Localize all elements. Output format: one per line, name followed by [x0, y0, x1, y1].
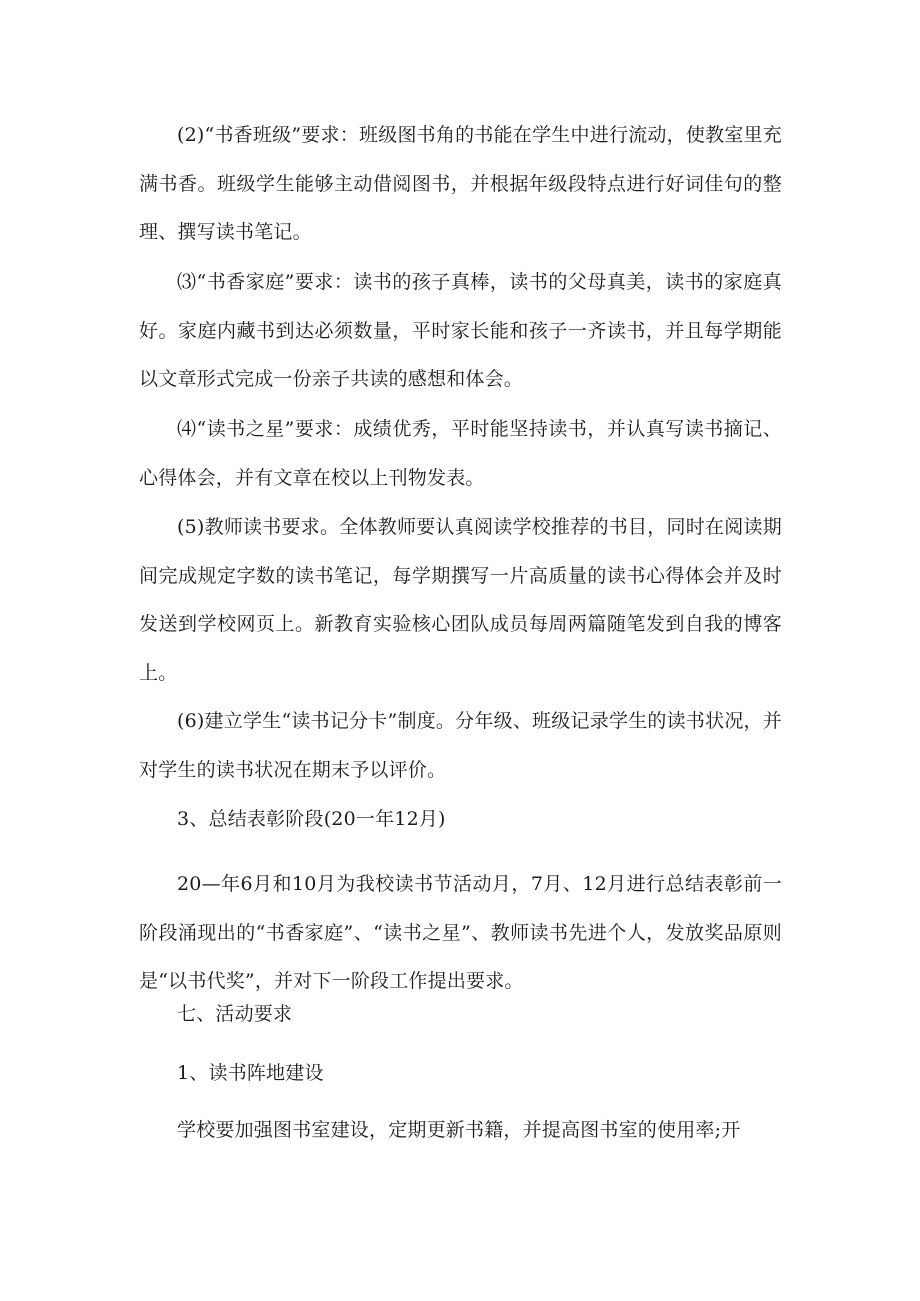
subsection-heading-reading-base: 1、读书阵地建设 [177, 1062, 324, 1084]
paragraph-library: 学校要加强图书室建设，定期更新书籍，并提高图书室的使用率;开 [177, 1119, 741, 1141]
paragraph-teacher-reading: (5)教师读书要求。全体教师要认真阅读学校推荐的书目，同时在阅读期间完成规定字数的读书笔记，每学期撰写一片高质量的读书心得体会并及时发送到学校网页上。新教育实验核心团队成员每周两篇随笔发到自我的博客上。 [139, 516, 782, 684]
paragraph-reading-star: ⑷“读书之星”要求：成绩优秀，平时能坚持读书，并认真写读书摘记、心得体会，并有文章在校以上刊物发表。 [139, 418, 782, 489]
paragraph-book-family: ⑶“书香家庭”要求：读书的孩子真棒，读书的父母真美，读书的家庭真好。家庭内藏书到达必须数量，平时家长能和孩子一齐读书，并且每学期能以文章形式完成一份亲子共读的感想和体会。 [139, 271, 782, 390]
section-heading-summary: 3、总结表彰阶段(20一年12月) [177, 808, 446, 830]
paragraph-activity-month: 20—年6月和10月为我校读书节活动月，7月、12月进行总结表彰前一阶段涌现出的“书香家庭”、“读书之星”、教师读书先进个人，发放奖品原则是“以书代奖”，并对下一阶段工作提出要求。 [139, 873, 782, 992]
paragraph-book-class: (2)“书香班级”要求：班级图书角的书能在学生中进行流动，使教室里充满书香。班级学生能够主动借阅图书，并根据年级段特点进行好词佳句的整理、撰写读书笔记。 [139, 124, 782, 243]
paragraph-score-card: (6)建立学生“读书记分卡”制度。分年级、班级记录学生的读书状况，并对学生的读书状况在期末予以评价。 [139, 710, 782, 781]
section-heading-requirements: 七、活动要求 [177, 1003, 293, 1025]
